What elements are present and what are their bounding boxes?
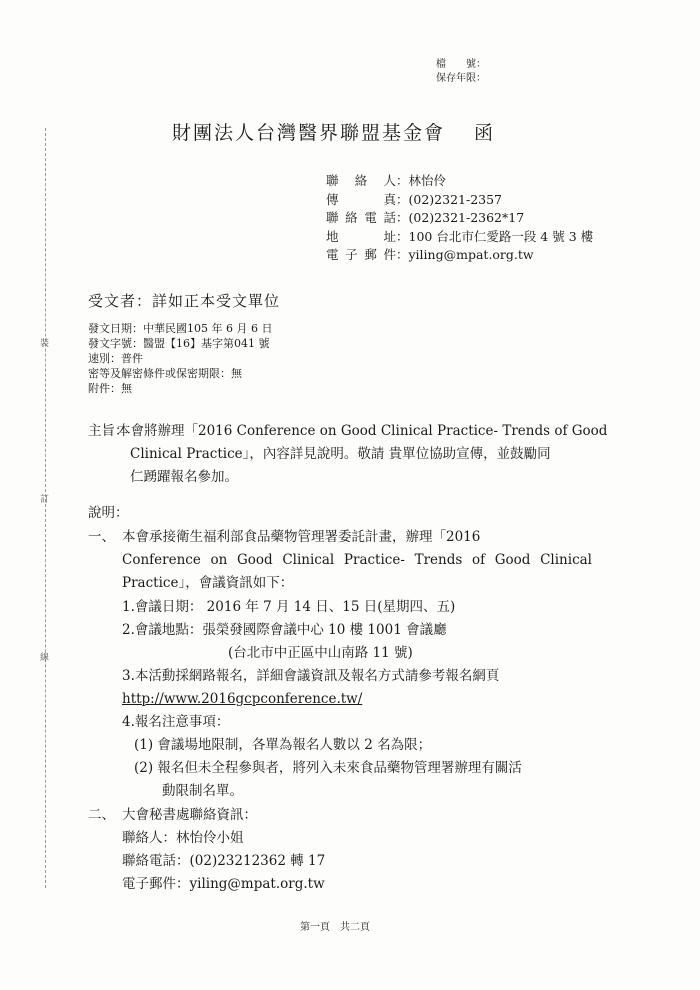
- retention-period-label: 保存年限：: [436, 73, 486, 84]
- subject-line-2: Clinical Practice」，內容詳見說明。敬請 貴單位協助宣傳，並鼓勵同: [130, 446, 551, 462]
- contact-row: [326, 246, 593, 265]
- registration-note-2-cont: 動限制名單。: [162, 783, 243, 799]
- section-1-line-3: Practice」，會議資訊如下：: [122, 575, 294, 591]
- registration-url-link[interactable]: http://www.2016gcpconference.tw/: [122, 691, 363, 707]
- secretariat-contact-person: 聯絡人：林怡伶小姐: [122, 830, 244, 846]
- binding-mark-xian: 線: [40, 653, 50, 663]
- subject-line-3: 仁踴躍報名參加。: [130, 469, 238, 485]
- contact-row: [326, 172, 593, 191]
- contact-row: [326, 209, 593, 228]
- contact-value: ：yiling@mpat.org.tw: [396, 247, 534, 262]
- explanation-label: 說明：: [88, 505, 129, 521]
- secretariat-heading: 大會秘書處聯絡資訊：: [122, 807, 257, 823]
- binding-mark-ding: 訂: [40, 495, 50, 505]
- subject-line-1: 本會將辦理「2016 Conference on Good Clinical Practice- Trends of Good: [117, 423, 608, 439]
- secretariat-phone: 聯絡電話：(02)23212362 轉 17: [122, 853, 326, 869]
- document-title: 財團法人台灣醫界聯盟基金會 函: [172, 122, 496, 144]
- secretariat-email: 電子郵件：yiling@mpat.org.tw: [122, 876, 325, 892]
- contact-key: 聯 絡 人: [326, 173, 396, 188]
- binding-line: [45, 128, 47, 888]
- recipient-line: 受文者：詳如正本受文單位: [88, 292, 281, 310]
- registration-note: 3.本活動採網路報名，詳細會議資訊及報名方式請參考報名網頁: [122, 668, 500, 684]
- meeting-date: 1.會議日期： 2016 年 7 月 14 日、15 日(星期四、五): [122, 599, 456, 615]
- dispatch-number: 發文字號：醫盟【16】基字第041 號: [88, 337, 270, 350]
- meeting-address: (台北市中正區中山南路 11 號): [228, 645, 413, 661]
- registration-notes-heading: 4.報名注意事項：: [122, 714, 230, 730]
- contact-row: [326, 191, 593, 210]
- section-1-line-2: Conference on Good Clinical Practice- Trends of Good Clinical: [122, 552, 592, 568]
- urgency: 速別：普件: [88, 352, 143, 365]
- section-1-line-1: 本會承接衛生福利部食品藥物管理署委託計畫，辦理「2016: [122, 529, 481, 545]
- dispatch-meta: [88, 321, 272, 396]
- section-1-marker: 一、: [88, 529, 115, 545]
- contact-key: 電子郵件: [326, 247, 396, 262]
- contact-value: ：林怡伶: [396, 173, 447, 188]
- contact-value: ：100 台北市仁愛路一段 4 號 3 樓: [396, 228, 594, 244]
- section-2-marker: 二、: [88, 807, 115, 823]
- contact-key: 傳 真: [326, 191, 396, 207]
- binding-mark-zhuang: 裝: [40, 339, 50, 349]
- attachments: 附件：無: [88, 382, 132, 395]
- subject-label: 主旨：: [88, 423, 129, 439]
- dispatch-date: 發文日期：中華民國105 年 6 月 6 日: [88, 322, 273, 335]
- page-footer: 第一頁 共二頁: [300, 922, 370, 933]
- contact-value: ：(02)2321-2362*17: [396, 210, 525, 225]
- contact-row: [326, 228, 593, 247]
- confidentiality: 密等及解密條件或保密期限：無: [88, 367, 242, 380]
- meeting-venue: 2.會議地點：張榮發國際會議中心 10 樓 1001 會議廳: [122, 622, 447, 638]
- contact-value: ：(02)2321-2357: [396, 191, 503, 207]
- registration-note-2: (2) 報名但未全程參與者，將列入未來食品藥物管理署辦理有關活: [134, 760, 522, 776]
- contact-key: 地 址: [326, 228, 396, 244]
- archive-number-label: 檔 號：: [436, 59, 486, 70]
- registration-note-1: (1) 會議場地限制，各單為報名人數以 2 名為限；: [134, 737, 432, 753]
- contact-key: 聯絡電話: [326, 210, 396, 225]
- contact-block: [326, 172, 593, 265]
